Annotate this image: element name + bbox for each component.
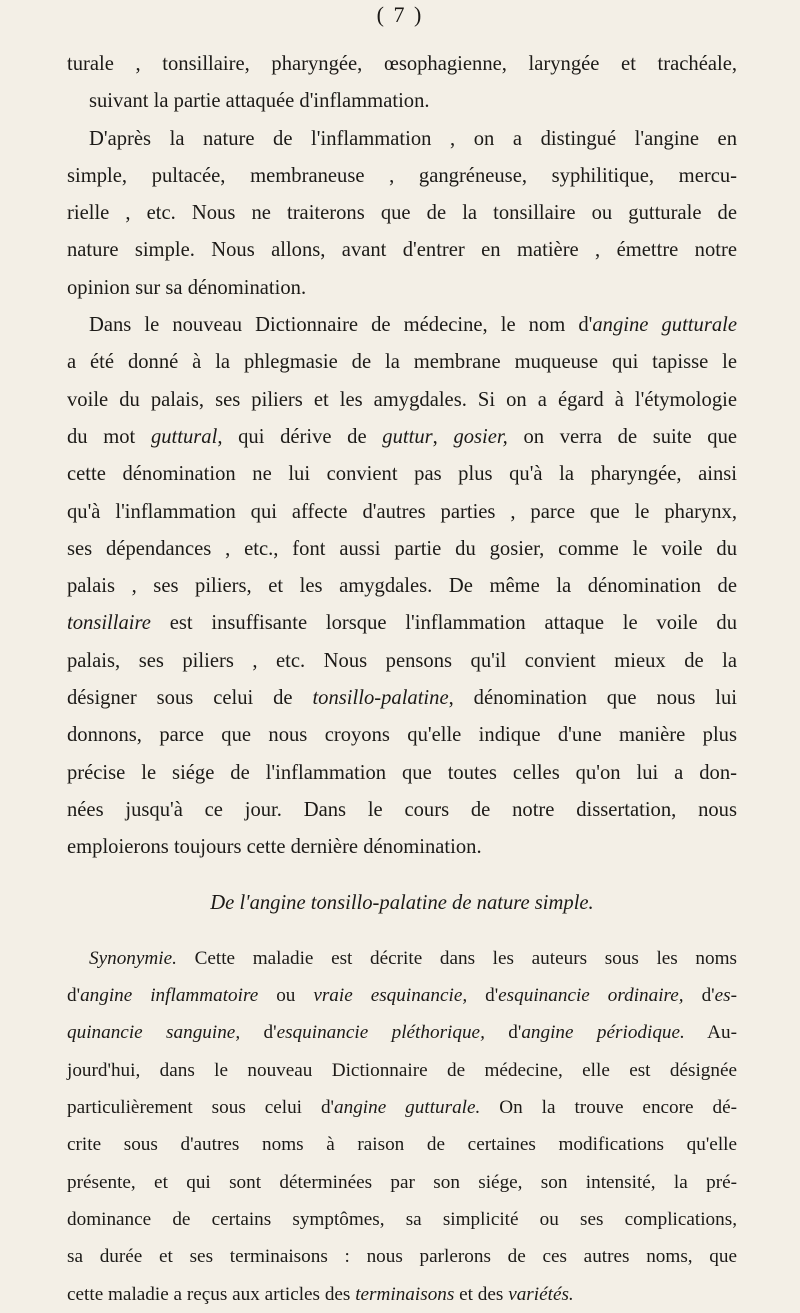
- text-line: donnons, parce que nous croyons qu'elle indique d'une manière plus: [67, 724, 737, 747]
- text-line: cette maladie a reçus aux articles des terminaisons et des variétés.: [67, 1283, 574, 1305]
- text-line: tonsillaire est insuffisante lorsque l'inflammation attaque le voile du: [67, 612, 737, 635]
- text-line: turale , tonsillaire, pharyngée, œsophagienne, laryngée et trachéale,: [67, 53, 737, 75]
- text-line: voile du palais, ses piliers et les amygdales. Si on a égard à l'étymologie: [67, 388, 737, 411]
- text-line: crite sous d'autres noms à raison de certaines modifications qu'elle: [67, 1134, 737, 1156]
- text-line: Dans le nouveau Dictionnaire de médecine, le nom d'angine gutturale: [89, 314, 737, 337]
- text-line: suivant la partie attaquée d'inflammation.: [89, 90, 430, 113]
- italic-term: tonsillo-palatine: [312, 687, 449, 710]
- text-line: palais , ses piliers, et les amygdales. De même la dénomination de: [67, 575, 737, 598]
- text-line: nature simple. Nous allons, avant d'entrer en matière , émettre notre: [67, 239, 737, 262]
- italic-term: tonsillaire: [67, 612, 151, 635]
- text-line: présente, et qui sont déterminées par son siége, son intensité, la pré-: [67, 1171, 737, 1193]
- text-line: d'angine inflammatoire ou vraie esquinancie, d'esquinancie ordinaire, d'es-: [67, 985, 737, 1007]
- body-text: [67, 46, 737, 1313]
- text-line: D'après la nature de l'inflammation , on a distingué l'angine en: [89, 127, 737, 150]
- text-line: précise le siége de l'inflammation que toutes celles qu'on lui a don-: [67, 761, 737, 784]
- italic-term: angine gutturale: [592, 314, 737, 337]
- text-line: désigner sous celui de tonsillo-palatine, dénomination que nous lui: [67, 687, 737, 710]
- text-line: Synonymie. Cette maladie est décrite dans les auteurs sous les noms: [89, 947, 737, 969]
- text-line: simple, pultacée, membraneuse , gangréneuse, syphilitique, mercu-: [67, 164, 737, 187]
- text-line: ses dépendances , etc., font aussi partie du gosier, comme le voile du: [67, 537, 737, 560]
- text-line: jourd'hui, dans le nouveau Dictionnaire de médecine, elle est désignée: [67, 1059, 737, 1081]
- text-line: rielle , etc. Nous ne traiterons que de la tonsillaire ou gutturale de: [67, 202, 737, 225]
- text-line: particulièrement sous celui d'angine gutturale. On la trouve encore dé-: [67, 1097, 737, 1119]
- italic-term: guttural: [150, 425, 218, 448]
- text-line: quinancie sanguine, d'esquinancie pléthorique, d'angine périodique. Au-: [67, 1022, 738, 1044]
- text-line: nées jusqu'à ce jour. Dans le cours de notre dissertation, nous: [67, 798, 737, 821]
- italic-term: guttur: [382, 425, 433, 448]
- text-line: opinion sur sa dénomination.: [67, 276, 307, 299]
- text-line: du mot guttural, qui dérive de guttur, gosier, on verra de suite que: [67, 425, 738, 448]
- italic-term: Synonymie.: [89, 947, 177, 969]
- text-line: cette dénomination ne lui convient pas plus qu'à la pharyngée, ainsi: [67, 463, 737, 486]
- synonymie-paragraph: [67, 940, 737, 1313]
- section-heading: De l'angine tonsillo-palatine de nature simple.: [210, 891, 594, 914]
- text-line: qu'à l'inflammation qui affecte d'autres parties , parce que le pharynx,: [67, 500, 737, 523]
- text-line: palais, ses piliers , etc. Nous pensons qu'il convient mieux de la: [67, 649, 737, 672]
- italic-term: gosier,: [453, 425, 508, 448]
- text-line: emploierons toujours cette dernière dénomination.: [67, 836, 482, 859]
- text-line: sa durée et ses terminaisons : nous parlerons de ces autres noms, que: [67, 1246, 737, 1268]
- text-line: a été donné à la phlegmasie de la membrane muqueuse qui tapisse le: [67, 351, 737, 374]
- text-line: dominance de certains symptômes, sa simplicité ou ses complications,: [67, 1208, 737, 1230]
- page-number: ( 7 ): [376, 2, 424, 27]
